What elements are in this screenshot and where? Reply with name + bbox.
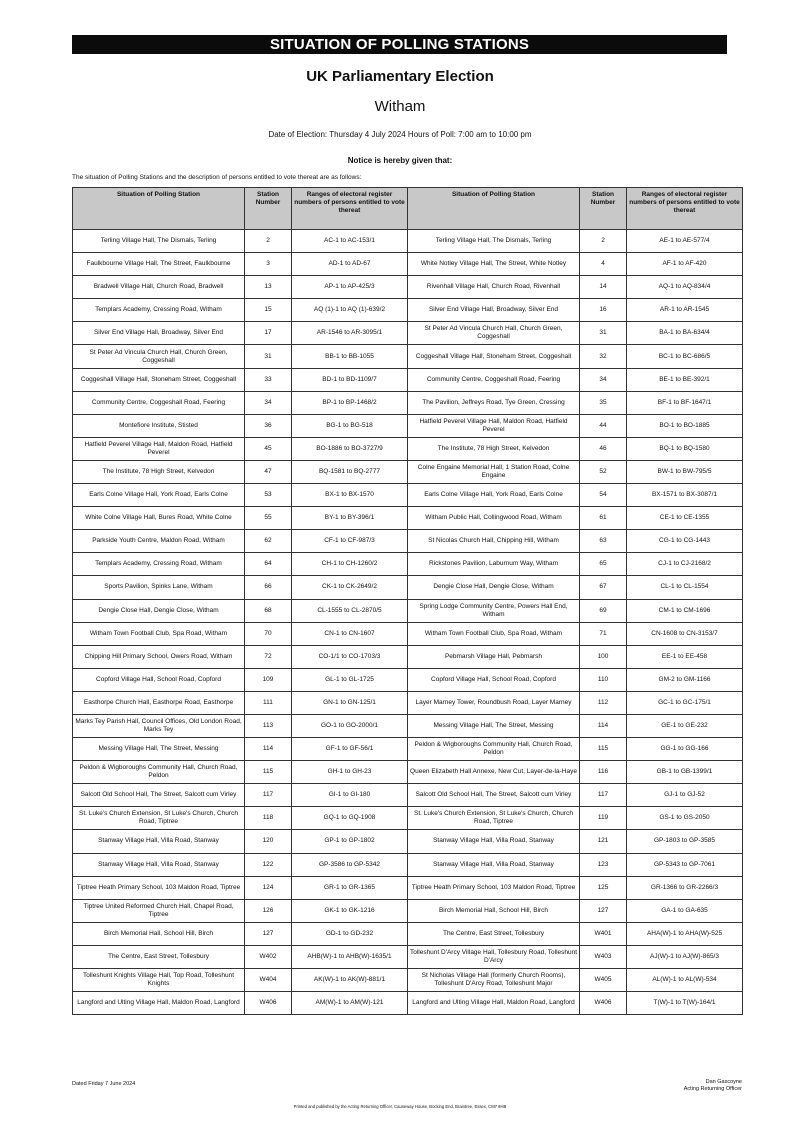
table-row [73, 276, 743, 299]
table-row [73, 784, 743, 807]
right-situation-cell: St Peter Ad Vincula Church Hall, Church Green, Coggeshall [408, 322, 580, 345]
left-station-number-cell: 45 [245, 437, 292, 460]
right-station-number-cell: W403 [580, 945, 627, 968]
left-station-number-cell: 114 [245, 738, 292, 761]
left-situation-cell: Copford Village Hall, School Road, Copford [73, 668, 245, 691]
left-situation-cell: Tiptree United Reformed Church Hall, Chapel Road, Tiptree [73, 899, 245, 922]
left-situation-cell: Templars Academy, Cressing Road, Witham [73, 553, 245, 576]
intro-text: The situation of Polling Stations and the description of persons entitled to vote thereat are as follows: [72, 174, 362, 181]
right-ranges-cell: BW-1 to BW-795/5 [627, 460, 743, 483]
table-header-row [73, 188, 743, 230]
left-station-number-cell: 72 [245, 645, 292, 668]
left-ranges-cell: GN-1 to GN-125/1 [292, 691, 408, 714]
left-ranges-cell: GP-1 to GP-1802 [292, 830, 408, 853]
right-station-number-cell: 112 [580, 691, 627, 714]
header-station-number: Station Number [580, 188, 627, 230]
left-situation-cell: Tolleshunt Knights Village Hall, Top Road, Tolleshunt Knights [73, 969, 245, 992]
left-ranges-cell: CN-1 to CN-1607 [292, 622, 408, 645]
left-situation-cell: Easthorpe Church Hall, Easthorpe Road, Easthorpe [73, 691, 245, 714]
left-ranges-cell: AM(W)-1 to AM(W)-121 [292, 992, 408, 1015]
right-situation-cell: Stanway Village Hall, Villa Road, Stanway [408, 830, 580, 853]
table-row [73, 830, 743, 853]
left-ranges-cell: BO-1886 to BO-3727/9 [292, 437, 408, 460]
right-station-number-cell: 69 [580, 599, 627, 622]
left-station-number-cell: 33 [245, 368, 292, 391]
left-ranges-cell: GF-1 to GF-56/1 [292, 738, 408, 761]
left-station-number-cell: 3 [245, 253, 292, 276]
left-station-number-cell: 62 [245, 530, 292, 553]
right-situation-cell: Silver End Village Hall, Broadway, Silver End [408, 299, 580, 322]
table-row [73, 484, 743, 507]
left-station-number-cell: 120 [245, 830, 292, 853]
left-station-number-cell: 17 [245, 322, 292, 345]
election-date-line: Date of Election: Thursday 4 July 2024 Hours of Poll: 7:00 am to 10:00 pm [268, 130, 532, 139]
left-station-number-cell: 53 [245, 484, 292, 507]
right-situation-cell: The Pavilion, Jeffreys Road, Tye Green, Cressing [408, 391, 580, 414]
left-situation-cell: Birch Memorial Hall, School Hill, Birch [73, 922, 245, 945]
left-ranges-cell: GK-1 to GK-1216 [292, 899, 408, 922]
left-ranges-cell: AQ (1)-1 to AQ (1)-639/2 [292, 299, 408, 322]
left-station-number-cell: 117 [245, 784, 292, 807]
left-station-number-cell: 70 [245, 622, 292, 645]
right-situation-cell: Terling Village Hall, The Dismals, Terling [408, 230, 580, 253]
left-station-number-cell: 15 [245, 299, 292, 322]
table-row [73, 714, 743, 737]
table-row [73, 230, 743, 253]
left-station-number-cell: W404 [245, 969, 292, 992]
left-ranges-cell: AD-1 to AD-67 [292, 253, 408, 276]
right-ranges-cell: AQ-1 to AQ-834/4 [627, 276, 743, 299]
notice-heading: Notice is hereby given that: [347, 156, 453, 165]
right-situation-cell: Tiptree Heath Primary School, 103 Maldon Road, Tiptree [408, 876, 580, 899]
left-ranges-cell: BD-1 to BD-1109/7 [292, 368, 408, 391]
table-row [73, 899, 743, 922]
right-station-number-cell: 116 [580, 761, 627, 784]
right-situation-cell: Salcott Old School Hall, The Street, Salcott cum Virley [408, 784, 580, 807]
left-station-number-cell: 113 [245, 714, 292, 737]
right-station-number-cell: W406 [580, 992, 627, 1015]
right-ranges-cell: GR-1366 to GR-2266/3 [627, 876, 743, 899]
left-ranges-cell: AK(W)-1 to AK(W)-881/1 [292, 969, 408, 992]
left-ranges-cell: AP-1 to AP-425/3 [292, 276, 408, 299]
header-ranges: Ranges of electoral register numbers of persons entitled to vote thereat [627, 188, 743, 230]
table-row [73, 622, 743, 645]
right-station-number-cell: 63 [580, 530, 627, 553]
left-situation-cell: Community Centre, Coggeshall Road, Feering [73, 391, 245, 414]
right-station-number-cell: 52 [580, 460, 627, 483]
left-ranges-cell: GL-1 to GL-1725 [292, 668, 408, 691]
left-station-number-cell: 127 [245, 922, 292, 945]
right-situation-cell: Tolleshunt D'Arcy Village Hall, Tollesbury Road, Tolleshunt D'Arcy [408, 945, 580, 968]
right-station-number-cell: 121 [580, 830, 627, 853]
right-ranges-cell: EE-1 to EE-458 [627, 645, 743, 668]
right-ranges-cell: CG-1 to CG-1443 [627, 530, 743, 553]
left-station-number-cell: 68 [245, 599, 292, 622]
table-row [73, 553, 743, 576]
right-ranges-cell: BF-1 to BF-1647/1 [627, 391, 743, 414]
table-row [73, 437, 743, 460]
table-row [73, 969, 743, 992]
election-title: UK Parliamentary Election [306, 68, 494, 85]
left-situation-cell: Dengie Close Hall, Dengie Close, Witham [73, 599, 245, 622]
right-ranges-cell: AL(W)-1 to AL(W)-534 [627, 969, 743, 992]
right-ranges-cell: GA-1 to GA-635 [627, 899, 743, 922]
left-ranges-cell: CO-1/1 to CO-1703/3 [292, 645, 408, 668]
right-ranges-cell: BA-1 to BA-634/4 [627, 322, 743, 345]
right-station-number-cell: 46 [580, 437, 627, 460]
left-station-number-cell: 13 [245, 276, 292, 299]
table-row [73, 945, 743, 968]
left-station-number-cell: 111 [245, 691, 292, 714]
left-ranges-cell: CL-1555 to CL-2870/5 [292, 599, 408, 622]
right-ranges-cell: BQ-1 to BQ-1580 [627, 437, 743, 460]
left-station-number-cell: 126 [245, 899, 292, 922]
right-station-number-cell: 117 [580, 784, 627, 807]
right-situation-cell: Dengie Close Hall, Dengie Close, Witham [408, 576, 580, 599]
left-situation-cell: The Institute, 78 High Street, Kelvedon [73, 460, 245, 483]
left-situation-cell: Hatfield Peverel Village Hall, Maldon Road, Hatfield Peverel [73, 437, 245, 460]
right-situation-cell: St. Luke's Church Extension, St Luke's Church, Church Road, Tiptree [408, 807, 580, 830]
left-ranges-cell: GR-1 to GR-1365 [292, 876, 408, 899]
left-station-number-cell: 109 [245, 668, 292, 691]
table-row [73, 691, 743, 714]
right-situation-cell: Langford and Ulting Village Hall, Maldon Road, Langford [408, 992, 580, 1015]
right-ranges-cell: CJ-1 to CJ-2168/2 [627, 553, 743, 576]
left-situation-cell: Sports Pavilion, Spinks Lane, Witham [73, 576, 245, 599]
right-station-number-cell: 44 [580, 414, 627, 437]
table-row [73, 460, 743, 483]
left-situation-cell: Parkside Youth Centre, Maldon Road, Witham [73, 530, 245, 553]
right-situation-cell: White Notley Village Hall, The Street, White Notley [408, 253, 580, 276]
header-situation: Situation of Polling Station [408, 188, 580, 230]
right-ranges-cell: T(W)-1 to T(W)-164/1 [627, 992, 743, 1015]
right-situation-cell: Rivenhall Village Hall, Church Road, Rivenhall [408, 276, 580, 299]
left-ranges-cell: GQ-1 to GQ-1908 [292, 807, 408, 830]
left-station-number-cell: 31 [245, 345, 292, 368]
right-ranges-cell: CN-1608 to CN-3153/7 [627, 622, 743, 645]
table-row [73, 853, 743, 876]
right-situation-cell: Earls Colne Village Hall, York Road, Earls Colne [408, 484, 580, 507]
right-situation-cell: Rickstones Pavilion, Laburnum Way, Witham [408, 553, 580, 576]
table-row [73, 253, 743, 276]
right-station-number-cell: 115 [580, 738, 627, 761]
right-ranges-cell: AHA(W)-1 to AHA(W)-525 [627, 922, 743, 945]
left-situation-cell: Terling Village Hall, The Dismals, Terling [73, 230, 245, 253]
table-row [73, 599, 743, 622]
left-ranges-cell: GI-1 to GI-180 [292, 784, 408, 807]
right-station-number-cell: 125 [580, 876, 627, 899]
left-station-number-cell: 66 [245, 576, 292, 599]
right-ranges-cell: GM-2 to GM-1166 [627, 668, 743, 691]
left-situation-cell: Witham Town Football Club, Spa Road, Witham [73, 622, 245, 645]
left-ranges-cell: CH-1 to CH-1260/2 [292, 553, 408, 576]
right-ranges-cell: GP-5343 to GP-7061 [627, 853, 743, 876]
right-station-number-cell: 65 [580, 553, 627, 576]
left-situation-cell: Templars Academy, Cressing Road, Witham [73, 299, 245, 322]
left-ranges-cell: GO-1 to GO-2000/1 [292, 714, 408, 737]
left-ranges-cell: BG-1 to BG-518 [292, 414, 408, 437]
right-ranges-cell: BC-1 to BC-686/5 [627, 345, 743, 368]
right-ranges-cell: CL-1 to CL-1554 [627, 576, 743, 599]
right-station-number-cell: 16 [580, 299, 627, 322]
right-situation-cell: Stanway Village Hall, Villa Road, Stanway [408, 853, 580, 876]
table-row [73, 761, 743, 784]
left-situation-cell: The Centre, East Street, Tollesbury [73, 945, 245, 968]
right-ranges-cell: BX-1571 to BX-3087/1 [627, 484, 743, 507]
right-situation-cell: Coggeshall Village Hall, Stoneham Street, Coggeshall [408, 345, 580, 368]
left-ranges-cell: CF-1 to CF-987/3 [292, 530, 408, 553]
right-station-number-cell: 14 [580, 276, 627, 299]
header-situation: Situation of Polling Station [73, 188, 245, 230]
left-situation-cell: Langford and Ulting Village Hall, Maldon Road, Langford [73, 992, 245, 1015]
left-station-number-cell: W402 [245, 945, 292, 968]
right-ranges-cell: BO-1 to BO-1885 [627, 414, 743, 437]
right-station-number-cell: 32 [580, 345, 627, 368]
right-station-number-cell: 54 [580, 484, 627, 507]
left-ranges-cell: BX-1 to BX-1570 [292, 484, 408, 507]
left-situation-cell: Salcott Old School Hall, The Street, Salcott cum Virley [73, 784, 245, 807]
left-station-number-cell: 36 [245, 414, 292, 437]
officer-name: Dan Gascoyne [705, 1079, 742, 1085]
table-row [73, 922, 743, 945]
left-situation-cell: Marks Tey Parish Hall, Council Offices, Old London Road, Marks Tey [73, 714, 245, 737]
table-row [73, 345, 743, 368]
table-body [73, 230, 743, 1015]
left-ranges-cell: BB-1 to BB-1055 [292, 345, 408, 368]
right-situation-cell: The Centre, East Street, Tollesbury [408, 922, 580, 945]
right-station-number-cell: W405 [580, 969, 627, 992]
left-ranges-cell: BQ-1581 to BQ-2777 [292, 460, 408, 483]
right-situation-cell: Community Centre, Coggeshall Road, Feering [408, 368, 580, 391]
right-situation-cell: Colne Engaine Memorial Hall, 1 Station Road, Colne Engaine [408, 460, 580, 483]
right-situation-cell: Spring Lodge Community Centre, Powers Hall End, Witham [408, 599, 580, 622]
right-station-number-cell: 61 [580, 507, 627, 530]
left-ranges-cell: AC-1 to AC-153/1 [292, 230, 408, 253]
table-row [73, 391, 743, 414]
right-ranges-cell: GJ-1 to GJ-52 [627, 784, 743, 807]
left-ranges-cell: AR-1546 to AR-3095/1 [292, 322, 408, 345]
left-ranges-cell: GH-1 to GH-23 [292, 761, 408, 784]
right-station-number-cell: 35 [580, 391, 627, 414]
table-row [73, 738, 743, 761]
left-situation-cell: Stanway Village Hall, Villa Road, Stanway [73, 853, 245, 876]
left-situation-cell: Faulkbourne Village Hall, The Street, Faulkbourne [73, 253, 245, 276]
right-situation-cell: Hatfield Peverel Village Hall, Maldon Road, Hatfield Peverel [408, 414, 580, 437]
right-ranges-cell: CM-1 to CM-1696 [627, 599, 743, 622]
left-situation-cell: Tiptree Heath Primary School, 103 Maldon Road, Tiptree [73, 876, 245, 899]
right-ranges-cell: AJ(W)-1 to AJ(W)-865/3 [627, 945, 743, 968]
right-situation-cell: St Nicholas Village Hall (formerly Church Rooms), Tolleshunt D'Arcy Road, Tolleshunt Major [408, 969, 580, 992]
signature-block [684, 1079, 742, 1093]
header-ranges: Ranges of electoral register numbers of persons entitled to vote thereat [292, 188, 408, 230]
right-ranges-cell: GS-1 to GS-2050 [627, 807, 743, 830]
left-station-number-cell: 122 [245, 853, 292, 876]
right-station-number-cell: 119 [580, 807, 627, 830]
table-row [73, 576, 743, 599]
right-situation-cell: Peldon & Wigboroughs Community Hall, Church Road, Peldon [408, 738, 580, 761]
right-station-number-cell: 34 [580, 368, 627, 391]
left-station-number-cell: 47 [245, 460, 292, 483]
right-ranges-cell: BE-1 to BE-392/1 [627, 368, 743, 391]
right-station-number-cell: 2 [580, 230, 627, 253]
right-station-number-cell: 127 [580, 899, 627, 922]
left-ranges-cell: BP-1 to BP-1468/2 [292, 391, 408, 414]
left-ranges-cell: GP-3586 to GP-5342 [292, 853, 408, 876]
left-station-number-cell: 55 [245, 507, 292, 530]
left-situation-cell: Silver End Village Hall, Broadway, Silver End [73, 322, 245, 345]
left-station-number-cell: 2 [245, 230, 292, 253]
left-situation-cell: Montefiore Institute, Stisted [73, 414, 245, 437]
right-situation-cell: Pebmarsh Village Hall, Pebmarsh [408, 645, 580, 668]
left-situation-cell: Coggeshall Village Hall, Stoneham Street, Coggeshall [73, 368, 245, 391]
right-ranges-cell: AF-1 to AF-420 [627, 253, 743, 276]
left-station-number-cell: 124 [245, 876, 292, 899]
right-ranges-cell: GG-1 to GG-166 [627, 738, 743, 761]
left-situation-cell: White Colne Village Hall, Bures Road, White Colne [73, 507, 245, 530]
table-row [73, 507, 743, 530]
table-row [73, 668, 743, 691]
right-situation-cell: Birch Memorial Hall, School Hill, Birch [408, 899, 580, 922]
left-ranges-cell: CK-1 to CK-2649/2 [292, 576, 408, 599]
constituency-name: Witham [374, 98, 426, 115]
left-situation-cell: St Peter Ad Vincula Church Hall, Church Green, Coggeshall [73, 345, 245, 368]
right-ranges-cell: GP-1803 to GP-3585 [627, 830, 743, 853]
notice-banner: SITUATION OF POLLING STATIONS [72, 35, 727, 54]
right-situation-cell: Queen Elizabeth Hall Annexe, New Cut, Layer-de-la-Haye [408, 761, 580, 784]
table-row [73, 876, 743, 899]
right-station-number-cell: 71 [580, 622, 627, 645]
right-ranges-cell: GE-1 to GE-232 [627, 714, 743, 737]
left-ranges-cell: BY-1 to BY-396/1 [292, 507, 408, 530]
left-situation-cell: Earls Colne Village Hall, York Road, Earls Colne [73, 484, 245, 507]
right-station-number-cell: 114 [580, 714, 627, 737]
left-station-number-cell: 34 [245, 391, 292, 414]
right-ranges-cell: CE-1 to CE-1355 [627, 507, 743, 530]
header-station-number: Station Number [245, 188, 292, 230]
right-ranges-cell: GC-1 to GC-175/1 [627, 691, 743, 714]
table-row [73, 414, 743, 437]
left-situation-cell: Peldon & Wigboroughs Community Hall, Church Road, Peldon [73, 761, 245, 784]
table-row [73, 992, 743, 1015]
right-situation-cell: The Institute, 78 High Street, Kelvedon [408, 437, 580, 460]
left-station-number-cell: 115 [245, 761, 292, 784]
right-station-number-cell: 67 [580, 576, 627, 599]
right-ranges-cell: AE-1 to AE-577/4 [627, 230, 743, 253]
table-row [73, 322, 743, 345]
table-row [73, 368, 743, 391]
table-row [73, 645, 743, 668]
left-situation-cell: Bradwell Village Hall, Church Road, Bradwell [73, 276, 245, 299]
right-ranges-cell: GB-1 to GB-1399/1 [627, 761, 743, 784]
right-ranges-cell: AR-1 to AR-1545 [627, 299, 743, 322]
right-situation-cell: Witham Public Hall, Collingwood Road, Witham [408, 507, 580, 530]
right-situation-cell: St Nicolas Church Hall, Chipping Hill, Witham [408, 530, 580, 553]
right-station-number-cell: 31 [580, 322, 627, 345]
right-situation-cell: Layer Marney Tower, Roundbush Road, Layer Marney [408, 691, 580, 714]
left-station-number-cell: 118 [245, 807, 292, 830]
left-situation-cell: Chipping Hill Primary School, Owers Road, Witham [73, 645, 245, 668]
left-situation-cell: Messing Village Hall, The Street, Messing [73, 738, 245, 761]
right-situation-cell: Copford Village Hall, School Road, Copford [408, 668, 580, 691]
table-row [73, 807, 743, 830]
left-situation-cell: St. Luke's Church Extension, St Luke's Church, Church Road, Tiptree [73, 807, 245, 830]
right-situation-cell: Messing Village Hall, The Street, Messing [408, 714, 580, 737]
left-ranges-cell: GD-1 to GD-232 [292, 922, 408, 945]
right-station-number-cell: W401 [580, 922, 627, 945]
right-station-number-cell: 100 [580, 645, 627, 668]
table-row [73, 299, 743, 322]
right-station-number-cell: 123 [580, 853, 627, 876]
left-ranges-cell: AHB(W)-1 to AHB(W)-1635/1 [292, 945, 408, 968]
imprint-line: Printed and published by the Acting Returning Officer, Causeway House, Bocking End, Braintree, Essex, CM7 9HB [293, 1104, 507, 1109]
polling-stations-table [72, 187, 743, 1015]
left-station-number-cell: W406 [245, 992, 292, 1015]
table-row [73, 530, 743, 553]
left-situation-cell: Stanway Village Hall, Villa Road, Stanway [73, 830, 245, 853]
dated-line: Dated Friday 7 June 2024 [72, 1081, 136, 1087]
officer-title: Acting Returning Officer [683, 1086, 742, 1092]
left-station-number-cell: 64 [245, 553, 292, 576]
right-station-number-cell: 4 [580, 253, 627, 276]
right-situation-cell: Witham Town Football Club, Spa Road, Witham [408, 622, 580, 645]
right-station-number-cell: 110 [580, 668, 627, 691]
